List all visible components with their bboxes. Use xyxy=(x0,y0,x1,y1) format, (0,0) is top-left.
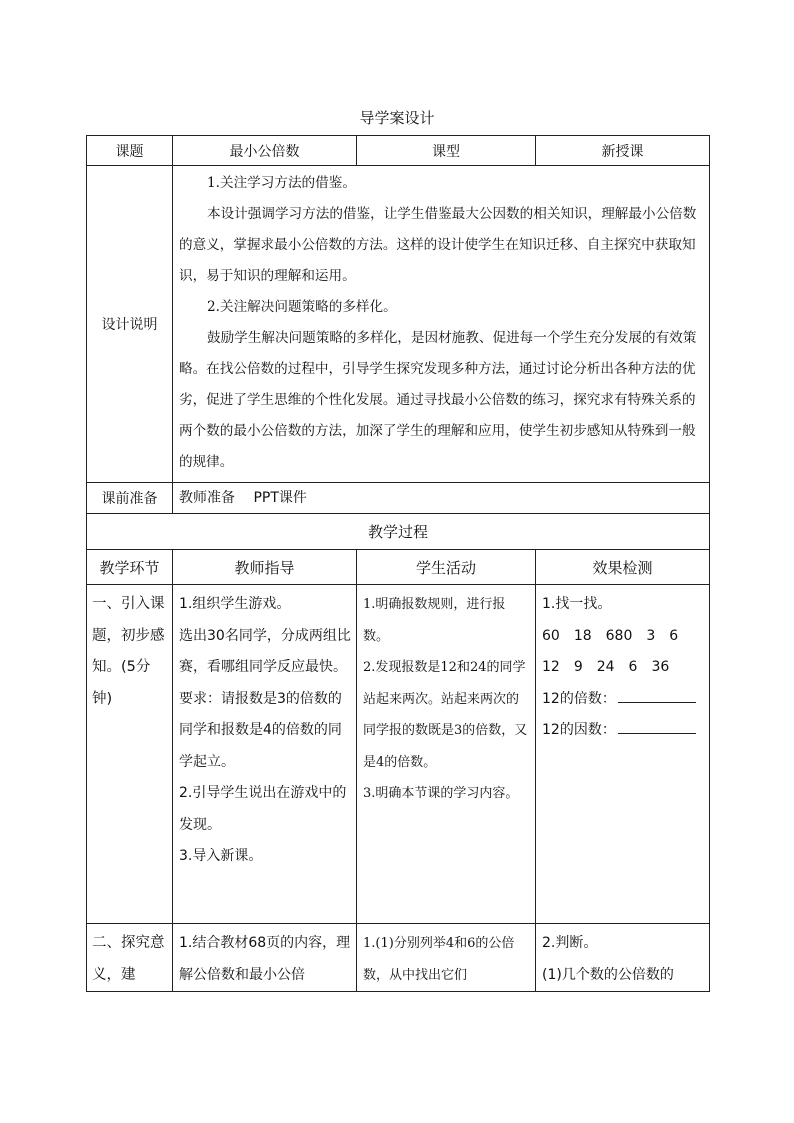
type-value: 新授课 xyxy=(536,136,710,166)
prep-content xyxy=(173,483,710,514)
section-2-stage-cell xyxy=(87,924,173,992)
col-stage-header: 教学环节 xyxy=(87,550,173,585)
section-2-check-cell xyxy=(536,924,710,992)
section-2-teacher: 1.结合教材68页的内容，理解公倍数和最小公倍 xyxy=(179,935,351,983)
check-factors xyxy=(542,715,705,747)
section-1-row xyxy=(87,585,710,924)
section-1-teacher-item: 3.导入新课。 xyxy=(179,848,263,864)
section-1-stage-cell xyxy=(87,585,173,924)
design-content xyxy=(173,166,710,483)
check-multiples xyxy=(542,684,705,716)
design-point-1: 1.关注学习方法的借鉴。 xyxy=(207,175,356,191)
prep-label: 课前准备 xyxy=(87,483,173,514)
design-point-2: 2.关注解决问题策略的多样化。 xyxy=(207,299,397,315)
section-1-teacher-item: 要求：请报数是3的倍数的同学和报数是4的倍数的同学起立。 xyxy=(179,690,342,770)
header-row xyxy=(87,136,710,166)
design-label: 设计说明 xyxy=(87,166,173,483)
prep-row xyxy=(87,483,710,514)
factors-label: 12的因数： xyxy=(542,722,616,738)
topic-label: 课题 xyxy=(87,136,173,166)
document-title: 导学案设计 xyxy=(359,109,435,127)
section-1-student-item: 3.明确本节课的学习内容。 xyxy=(363,786,519,801)
section-1-student-item: 1.明确报数规则，进行报数。 xyxy=(363,597,506,644)
section-2-row xyxy=(87,924,710,992)
section-1-student-cell xyxy=(357,585,536,924)
section-1-teacher-item: 1.组织学生游戏。 xyxy=(179,596,291,612)
prep-teacher: 教师准备 xyxy=(179,490,235,506)
section-2-student-cell xyxy=(357,924,536,992)
prep-material: PPT课件 xyxy=(253,490,307,506)
multiples-label: 12的倍数： xyxy=(542,690,616,707)
section-2-student: 1.(1)分别列举4和6的公倍数，从中找出它们 xyxy=(363,936,515,983)
lesson-plan-table xyxy=(86,135,710,992)
section-1-teacher-item: 2.引导学生说出在游戏中的发现。 xyxy=(179,785,347,833)
section-2-teacher-cell xyxy=(173,924,357,992)
section-1-student-item: 2.发现报数是12和24的同学站起来两次。站起来两次的同学报的数既是3的倍数，又是4的倍数。 xyxy=(363,660,528,770)
process-header-row xyxy=(87,550,710,585)
topic-value: 最小公倍数 xyxy=(173,136,357,166)
col-teacher-header: 教师指导 xyxy=(173,550,357,585)
section-1-check-cell xyxy=(536,585,710,924)
design-paragraph-1: 本设计强调学习方法的借鉴，让学生借鉴最大公因数的相关知识，理解最小公倍数的意义，掌握求最小公倍数的方法。这样的设计使学生在知识迁移、自主探究中获取知识，易于知识的理解和运用。 xyxy=(179,206,697,284)
type-label: 课型 xyxy=(357,136,536,166)
section-1-stage: 一、引入课题，初步感知。(5分钟) xyxy=(92,596,165,707)
multiples-blank xyxy=(618,688,696,703)
section-2-check-item: (1)几个数的公倍数的 xyxy=(542,966,674,983)
section-1-teacher-cell xyxy=(173,585,357,924)
design-paragraph-2: 鼓励学生解决问题策略的多样化，是因材施教、促进每一个学生充分发展的有效策略。在找公倍数的过程中，引导学生探究发现多种方法，通过讨论分析出各种方法的优劣，促进了学生思维的个性化发展。通过寻找最小公倍数的练习，探究求有特殊关系的两个数的最小公倍数的方法，加深了学生的理解和应用，使学生初步感知从特殊到一般的规律。 xyxy=(179,330,697,470)
section-2-stage: 二、探究意义，建 xyxy=(92,935,165,983)
check-numbers-row-1: 60 18 680 3 6 xyxy=(542,627,679,644)
col-student-header: 学生活动 xyxy=(357,550,536,585)
factors-blank xyxy=(618,719,696,734)
section-2-check-title: 2.判断。 xyxy=(542,935,598,951)
process-title: 教学过程 xyxy=(87,514,710,550)
col-check-header: 效果检测 xyxy=(536,550,710,585)
design-row xyxy=(87,166,710,483)
check-numbers-row-2: 12 9 24 6 36 xyxy=(542,659,670,675)
section-1-teacher-item: 选出30名同学，分成两组比赛，看哪组同学反应最快。 xyxy=(179,627,351,675)
process-title-row xyxy=(87,514,710,550)
check-title: 1.找一找。 xyxy=(542,596,612,612)
